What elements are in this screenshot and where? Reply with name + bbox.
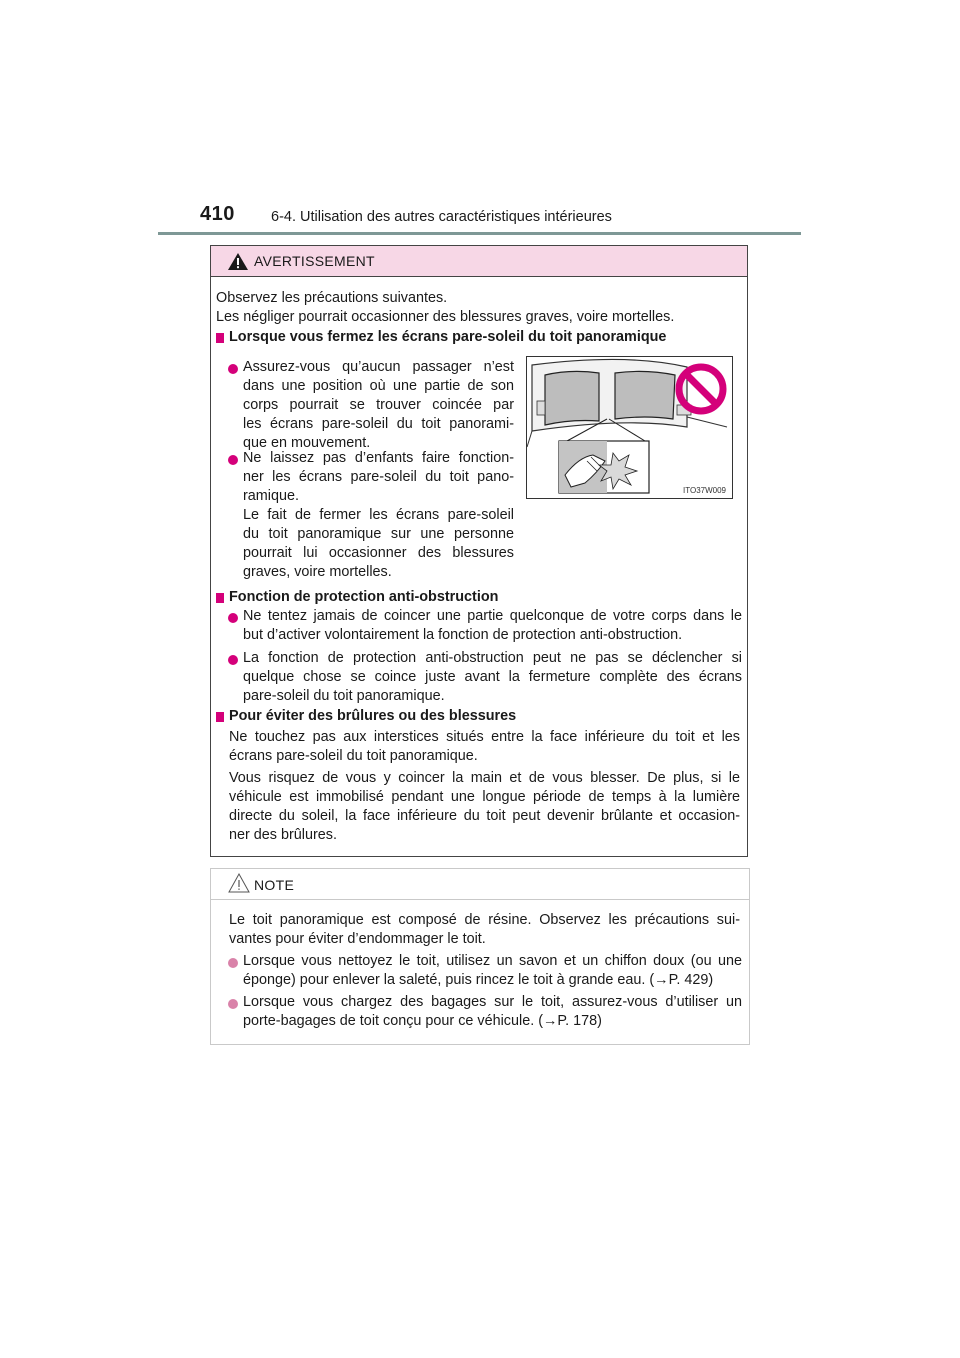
bullet-dot: [228, 655, 238, 665]
bullet-line: Assurez-vous qu’aucun passager n’est: [243, 359, 514, 375]
bullet-line: Ne laissez pas d’enfants faire fonction-: [243, 450, 514, 466]
section-marker: [216, 712, 224, 722]
bullet-line: dans une position où une partie de son: [243, 378, 514, 394]
warning-triangle-icon: [228, 253, 248, 270]
bullet-line: pare-soleil du toit panoramique.: [243, 688, 445, 704]
page-number: 410: [200, 203, 235, 225]
note-header: [211, 869, 749, 900]
paragraph-line: véhicule est immobilisé pendant une longue période de temps à la lumière: [229, 789, 740, 805]
paragraph-line: ner des brûlures.: [229, 827, 337, 843]
bullet-line: but d’activer volontairement la fonction de protection anti-obstruction.: [243, 627, 683, 643]
bullet-line: du toit panoramique sur une personne: [243, 526, 514, 542]
warning-intro-1: Observez les précautions suivantes.: [216, 290, 448, 306]
bullet-line: les écrans pare-soleil du toit panorami-: [243, 416, 514, 432]
sunshade-illustration: [526, 356, 733, 499]
illustration-code: ITO37W009: [683, 486, 726, 495]
bullet-line: pourrait lui occasionner des blessures: [243, 545, 514, 561]
note-bullet-line: porte-bagages de toit conçu pour ce véhicule. (→P. 178): [243, 1013, 602, 1029]
section-heading-anti-obstruction: Fonction de protection anti-obstruction: [229, 589, 499, 605]
note-intro-line: Le toit panoramique est composé de résine. Observez les précautions sui-: [229, 912, 740, 928]
section-heading-burns: Pour éviter des brûlures ou des blessures: [229, 708, 517, 724]
note-bullet-line: éponge) pour enlever la saleté, puis rincez le toit à grande eau. (→P. 429): [243, 972, 714, 988]
bullet-line: que en mouvement.: [243, 435, 371, 451]
section-marker: [216, 333, 224, 343]
paragraph-line: Ne touchez pas aux interstices situés entre la face inférieure du toit et les: [229, 729, 740, 745]
section-title: 6-4. Utilisation des autres caractéristiques intérieures: [271, 209, 612, 225]
sunshade-pinch-illustration-icon: [527, 357, 732, 498]
bullet-line: ramique.: [243, 488, 299, 504]
bullet-dot: [228, 364, 238, 374]
bullet-line: ner les écrans pare-soleil du toit pano-: [243, 469, 514, 485]
bullet-dot: [228, 455, 238, 465]
paragraph-line: Vous risquez de vous y coincer la main et de vous blesser. De plus, si le: [229, 770, 740, 786]
warning-title: AVERTISSEMENT: [254, 253, 375, 269]
paragraph-line: directe du soleil, la face inférieure du toit peut devenir brûlante et occasion-: [229, 808, 740, 824]
section-heading-sunshade: Lorsque vous fermez les écrans pare-soleil du toit panoramique: [229, 329, 667, 345]
bullet-line: Ne tentez jamais de coincer une partie quelconque de votre corps dans le: [243, 608, 742, 624]
bullet-line: corps pourrait se trouver coincée par: [243, 397, 514, 413]
section-marker: [216, 593, 224, 603]
bullet-line: quelque chose se coince juste avant la fermeture complète des écrans: [243, 669, 742, 685]
note-bullet-line: Lorsque vous chargez des bagages sur le toit, assurez-vous d’utiliser un: [243, 994, 742, 1010]
bullet-dot: [228, 958, 238, 968]
warning-header: [211, 246, 747, 277]
bullet-line: graves, voire mortelles.: [243, 564, 392, 580]
bullet-dot: [228, 999, 238, 1009]
note-title: NOTE: [254, 877, 295, 893]
note-intro-line: vantes pour éviter d’endommager le toit.: [229, 931, 486, 947]
header-rule: [158, 232, 801, 235]
note-bullet-line: Lorsque vous nettoyez le toit, utilisez un savon et un chiffon doux (ou une: [243, 953, 742, 969]
caution-triangle-icon: [228, 873, 250, 893]
paragraph-line: écrans pare-soleil du toit panoramique.: [229, 748, 478, 764]
warning-intro-2: Les négliger pourrait occasionner des blessures graves, voire mortelles.: [216, 309, 675, 325]
bullet-line: La fonction de protection anti-obstruction peut ne pas se déclencher si: [243, 650, 742, 666]
bullet-dot: [228, 613, 238, 623]
bullet-line: Le fait de fermer les écrans pare-soleil: [243, 507, 514, 523]
